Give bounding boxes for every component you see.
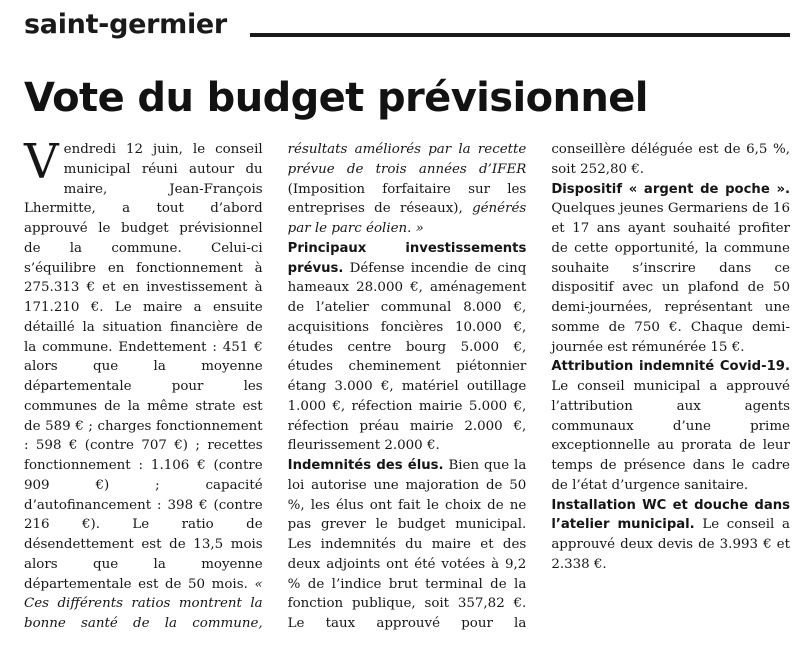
dropcap: V bbox=[24, 134, 59, 190]
intro-text: endredi 12 juin, le conseil municipal réuni autour du maire, Jean-François Lhermitte, a tout d’abord approuvé le budget prévisionnel de la commune. Celui-ci s’équilibre en fonctionnement à 275.313 € et en investissement à 171.210 €. Le maire a ensuite détaillé la situation financière de la commune. Endettement : 451 € alors que la moyenne départementale pour les communes de la même strate est de 589 € ; charges fonctionnement : 598 € (contre 707 €) ; recettes fonctionnement : 1.106 € (contre 909 €) ; capacité d’autofinancement : 398 € (contre 216 €). Le ratio de désendettement est de 13,5 mois alors que la moyenne départementale est de 50 mois. bbox=[24, 142, 263, 592]
section-heading: Dispositif « argent de poche ». bbox=[551, 181, 790, 197]
section-heading: Indemnités des élus. bbox=[287, 458, 444, 473]
rubric-rule bbox=[250, 33, 790, 37]
article-headline: Vote du budget prévisionnel bbox=[24, 75, 648, 121]
section-body: Le conseil a approuvé deux devis de 3.993 € et 2.338 €. bbox=[551, 517, 790, 572]
section-body: Le conseil municipal a approuvé l’attribution aux agents communaux d’une prime exceptionnelle au prorata de leur temps de présence dans le cadre de l’état d’urgence sanitaire. bbox=[551, 379, 790, 493]
section-covid bbox=[551, 357, 790, 495]
section-investissements bbox=[288, 239, 527, 456]
section-body: Quelques jeunes Germariens de 16 et 17 ans ayant souhaité profiter de cette opportunité, la commune souhaite s’inscrire dans ce dispositif avec un plafond de 50 demi-journées, représentant une somme de 750 €. Chaque demi-journée est rémunérée 15 €. bbox=[551, 201, 790, 355]
section-body: Bien que la loi autorise une majoration de 50 %, les élus ont fait le choix de ne pas grever le budget municipal. Les indemnités du maire et des deux adjoints ont été votées à 9,2 % de l’indice brut terminal de la fonction publique, soit 357,82 €. Le taux approuvé pour la conseillère déléguée est de 6,5 %, soit 252,80 €. bbox=[287, 142, 790, 631]
section-body: Défense incendie de cinq hameaux 28.000 €, aménagement de l’atelier communal 8.000 €, acquisitions foncières 10.000 €, études centre bourg 5.000 €, études cheminement piétonnier étang 3.000 €, matériel outillage 1.000 €, réfection mairie 5.000 €, réfection préau mairie 2.000 €, fleurissement 2.000 €. bbox=[287, 260, 527, 454]
section-heading: Attribution indemnité Covid-19. bbox=[551, 359, 790, 375]
section-heading: Installation WC et douche dans l’atelier municipal. bbox=[551, 497, 790, 533]
quote-italic-part-2: générés par le parc éolien. » bbox=[287, 201, 527, 236]
section-argent-de-poche bbox=[551, 180, 790, 358]
section-rubric: saint-germier bbox=[24, 9, 227, 40]
article-body bbox=[24, 134, 790, 645]
section-heading: Principaux investissements prévus. bbox=[287, 240, 527, 276]
section-installation-wc bbox=[551, 496, 790, 575]
quote-italic-part-1: « Ces différents ratios montrent la bonne santé de la commune, résultats améliorés par la recette prévue de trois années d’IFER bbox=[24, 142, 527, 631]
quote-plain-part: (Imposition forfaitaire sur les entreprises de réseaux), bbox=[287, 181, 527, 217]
